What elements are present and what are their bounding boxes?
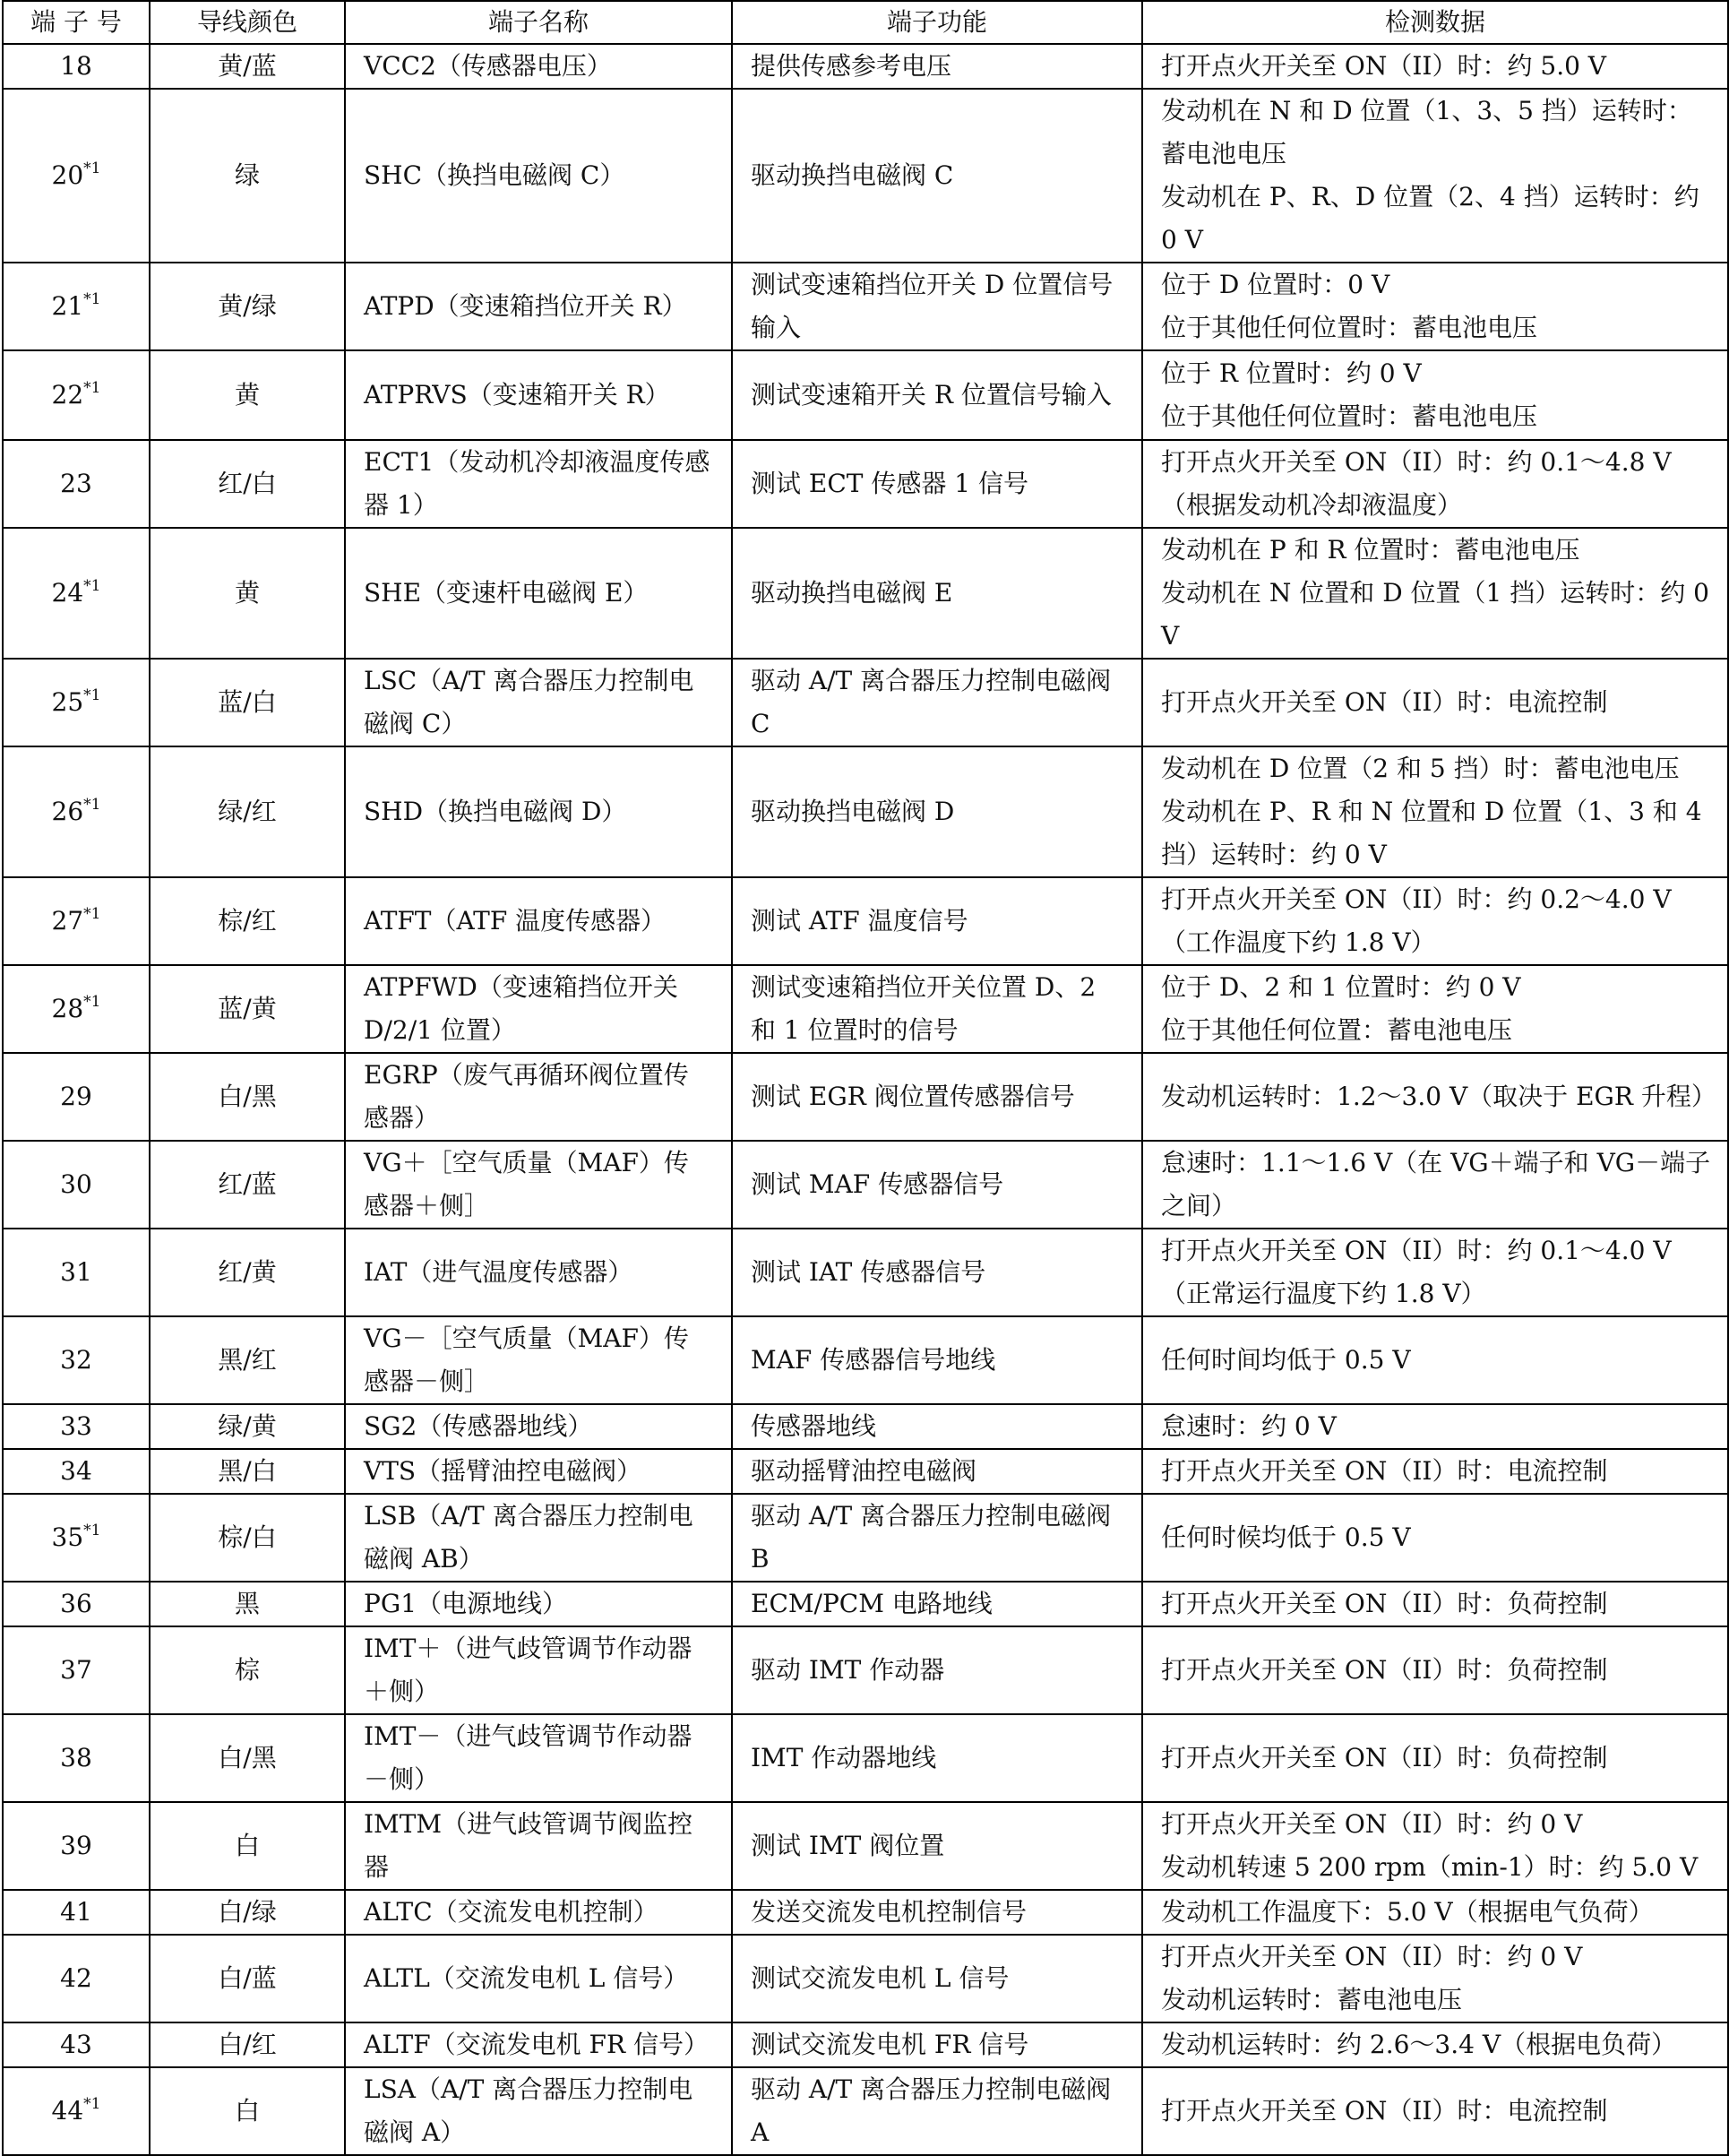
wire-color: 白/黑 bbox=[150, 1714, 345, 1802]
table-row bbox=[3, 89, 1728, 263]
wire-color: 绿/黄 bbox=[150, 1404, 345, 1449]
header-test-data: 检测数据 bbox=[1142, 1, 1728, 44]
footnote-mark: *1 bbox=[83, 290, 101, 308]
wire-color: 棕/白 bbox=[150, 1494, 345, 1582]
terminal-number bbox=[3, 877, 150, 965]
terminal-name: SHC（换挡电磁阀 C） bbox=[345, 89, 732, 263]
terminal-number-text: 31 bbox=[60, 1257, 92, 1287]
terminal-number bbox=[3, 350, 150, 440]
terminal-number bbox=[3, 965, 150, 1053]
terminal-function: 驱动换挡电磁阀 C bbox=[732, 89, 1142, 263]
test-data: 打开点火开关至 ON（II）时：约 0.1～4.8 V （根据发动机冷却液温度） bbox=[1142, 440, 1728, 528]
table-row bbox=[3, 746, 1728, 877]
terminal-function: 驱动 A/T 离合器压力控制电磁阀 A bbox=[732, 2067, 1142, 2155]
terminal-number-text: 41 bbox=[60, 1897, 92, 1927]
terminal-function: 驱动 A/T 离合器压力控制电磁阀 B bbox=[732, 1494, 1142, 1582]
wire-color: 黄/蓝 bbox=[150, 44, 345, 89]
table-row bbox=[3, 1890, 1728, 1935]
terminal-number-text: 35 bbox=[51, 1522, 84, 1552]
table-row bbox=[3, 965, 1728, 1053]
wire-color: 黄 bbox=[150, 528, 345, 659]
terminal-function: 提供传感参考电压 bbox=[732, 44, 1142, 89]
table-row bbox=[3, 1229, 1728, 1316]
footnote-mark: *1 bbox=[83, 686, 101, 704]
footnote-mark: *1 bbox=[83, 796, 101, 814]
test-data: 打开点火开关至 ON（II）时：电流控制 bbox=[1142, 659, 1728, 746]
terminal-name: SHE（变速杆电磁阀 E） bbox=[345, 528, 732, 659]
header-terminal-name: 端子名称 bbox=[345, 1, 732, 44]
test-data: 位于 R 位置时：约 0 V 位于其他任何位置时：蓄电池电压 bbox=[1142, 350, 1728, 440]
wire-color: 绿/红 bbox=[150, 746, 345, 877]
table-row bbox=[3, 1316, 1728, 1404]
terminal-number bbox=[3, 528, 150, 659]
table-row bbox=[3, 1626, 1728, 1714]
footnote-mark: *1 bbox=[83, 577, 101, 595]
terminal-number bbox=[3, 1626, 150, 1714]
header-row bbox=[3, 1, 1728, 44]
terminal-number-text: 22 bbox=[51, 380, 84, 410]
terminal-number-text: 21 bbox=[51, 291, 84, 321]
test-data: 发动机工作温度下：5.0 V（根据电气负荷） bbox=[1142, 1890, 1728, 1935]
terminal-table bbox=[2, 0, 1729, 2156]
wire-color: 蓝/白 bbox=[150, 659, 345, 746]
table-row bbox=[3, 1494, 1728, 1582]
wire-color: 白/黑 bbox=[150, 1053, 345, 1141]
footnote-mark: *1 bbox=[83, 2095, 101, 2113]
terminal-number bbox=[3, 659, 150, 746]
terminal-name: IMTM（进气歧管调节阀监控器 bbox=[345, 1802, 732, 1890]
terminal-number-text: 30 bbox=[60, 1169, 92, 1199]
terminal-name: ATPD（变速箱挡位开关 R） bbox=[345, 263, 732, 350]
wire-color: 蓝/黄 bbox=[150, 965, 345, 1053]
terminal-function: 测试变速箱挡位开关位置 D、2 和 1 位置时的信号 bbox=[732, 965, 1142, 1053]
test-data: 打开点火开关至 ON（II）时：约 5.0 V bbox=[1142, 44, 1728, 89]
terminal-name: VG－［空气质量（MAF）传感器－侧］ bbox=[345, 1316, 732, 1404]
terminal-function: ECM/PCM 电路地线 bbox=[732, 1582, 1142, 1626]
terminal-name: VTS（摇臂油控电磁阀） bbox=[345, 1449, 732, 1494]
terminal-number bbox=[3, 1890, 150, 1935]
terminal-number-text: 25 bbox=[51, 687, 84, 717]
terminal-number bbox=[3, 1316, 150, 1404]
terminal-name: ATPRVS（变速箱开关 R） bbox=[345, 350, 732, 440]
table-row bbox=[3, 2067, 1728, 2155]
wire-color: 黑/白 bbox=[150, 1449, 345, 1494]
terminal-name: ECT1（发动机冷却液温度传感器 1） bbox=[345, 440, 732, 528]
terminal-number-text: 18 bbox=[60, 51, 92, 81]
test-data: 打开点火开关至 ON（II）时：电流控制 bbox=[1142, 1449, 1728, 1494]
wire-color: 红/蓝 bbox=[150, 1141, 345, 1229]
terminal-name: VCC2（传感器电压） bbox=[345, 44, 732, 89]
terminal-number bbox=[3, 1714, 150, 1802]
wire-color: 棕 bbox=[150, 1626, 345, 1714]
terminal-name: EGRP（废气再循环阀位置传感器） bbox=[345, 1053, 732, 1141]
terminal-function: MAF 传感器信号地线 bbox=[732, 1316, 1142, 1404]
table-row bbox=[3, 877, 1728, 965]
wire-color: 白 bbox=[150, 1802, 345, 1890]
wire-color: 棕/红 bbox=[150, 877, 345, 965]
terminal-number bbox=[3, 1582, 150, 1626]
test-data: 任何时候均低于 0.5 V bbox=[1142, 1494, 1728, 1582]
test-data: 发动机运转时：1.2～3.0 V（取决于 EGR 升程） bbox=[1142, 1053, 1728, 1141]
test-data: 怠速时：1.1～1.6 V（在 VG＋端子和 VG－端子之间） bbox=[1142, 1141, 1728, 1229]
terminal-name: SHD（换挡电磁阀 D） bbox=[345, 746, 732, 877]
test-data: 发动机在 D 位置（2 和 5 挡）时：蓄电池电压 发动机在 P、R 和 N 位置和 D 位置（1、3 和 4 挡）运转时：约 0 V bbox=[1142, 746, 1728, 877]
terminal-number bbox=[3, 1229, 150, 1316]
test-data: 发动机在 N 和 D 位置（1、3、5 挡）运转时：蓄电池电压 发动机在 P、R、D 位置（2、4 挡）运转时：约 0 V bbox=[1142, 89, 1728, 263]
terminal-function: 测试交流发电机 L 信号 bbox=[732, 1935, 1142, 2022]
table-row bbox=[3, 263, 1728, 350]
terminal-function: 测试变速箱开关 R 位置信号输入 bbox=[732, 350, 1142, 440]
terminal-name: ATPFWD（变速箱挡位开关 D/2/1 位置） bbox=[345, 965, 732, 1053]
table-row bbox=[3, 44, 1728, 89]
terminal-number-text: 29 bbox=[60, 1082, 92, 1111]
footnote-mark: *1 bbox=[83, 160, 101, 177]
test-data: 位于 D 位置时：0 V 位于其他任何位置时：蓄电池电压 bbox=[1142, 263, 1728, 350]
terminal-number bbox=[3, 1404, 150, 1449]
test-data: 打开点火开关至 ON（II）时：约 0.1～4.0 V （正常运行温度下约 1.8 V） bbox=[1142, 1229, 1728, 1316]
terminal-number-text: 24 bbox=[51, 578, 84, 608]
test-data: 发动机在 P 和 R 位置时：蓄电池电压 发动机在 N 位置和 D 位置（1 挡）运转时：约 0 V bbox=[1142, 528, 1728, 659]
terminal-function: 传感器地线 bbox=[732, 1404, 1142, 1449]
terminal-function: 测试 IMT 阀位置 bbox=[732, 1802, 1142, 1890]
terminal-name: IMT－（进气歧管调节作动器－侧） bbox=[345, 1714, 732, 1802]
terminal-number bbox=[3, 1802, 150, 1890]
terminal-number bbox=[3, 746, 150, 877]
table-row bbox=[3, 1141, 1728, 1229]
terminal-number-text: 42 bbox=[60, 1963, 92, 1993]
terminal-function: 测试 IAT 传感器信号 bbox=[732, 1229, 1142, 1316]
wire-color: 绿 bbox=[150, 89, 345, 263]
test-data: 打开点火开关至 ON（II）时：约 0.2～4.0 V （工作温度下约 1.8 V） bbox=[1142, 877, 1728, 965]
terminal-name: SG2（传感器地线） bbox=[345, 1404, 732, 1449]
wire-color: 白/绿 bbox=[150, 1890, 345, 1935]
test-data: 发动机运转时：约 2.6～3.4 V（根据电负荷） bbox=[1142, 2022, 1728, 2067]
terminal-number-text: 36 bbox=[60, 1589, 92, 1618]
terminal-number-text: 33 bbox=[60, 1411, 92, 1441]
terminal-number-text: 23 bbox=[60, 469, 92, 498]
terminal-function: 发送交流发电机控制信号 bbox=[732, 1890, 1142, 1935]
terminal-function: 测试 EGR 阀位置传感器信号 bbox=[732, 1053, 1142, 1141]
test-data: 打开点火开关至 ON（II）时：负荷控制 bbox=[1142, 1714, 1728, 1802]
terminal-name: ATFT（ATF 温度传感器） bbox=[345, 877, 732, 965]
terminal-function: 驱动换挡电磁阀 D bbox=[732, 746, 1142, 877]
terminal-function: 驱动 IMT 作动器 bbox=[732, 1626, 1142, 1714]
wire-color: 白/蓝 bbox=[150, 1935, 345, 2022]
terminal-number-text: 28 bbox=[51, 994, 84, 1023]
test-data: 打开点火开关至 ON（II）时：电流控制 bbox=[1142, 2067, 1728, 2155]
terminal-number bbox=[3, 440, 150, 528]
wire-color: 黄 bbox=[150, 350, 345, 440]
test-data: 怠速时：约 0 V bbox=[1142, 1404, 1728, 1449]
terminal-number bbox=[3, 44, 150, 89]
wire-color: 黑 bbox=[150, 1582, 345, 1626]
table-row bbox=[3, 528, 1728, 659]
terminal-name: LSC（A/T 离合器压力控制电磁阀 C） bbox=[345, 659, 732, 746]
terminal-name: IAT（进气温度传感器） bbox=[345, 1229, 732, 1316]
wire-color: 白 bbox=[150, 2067, 345, 2155]
table-row bbox=[3, 1935, 1728, 2022]
terminal-name: IMT＋（进气歧管调节作动器＋侧） bbox=[345, 1626, 732, 1714]
footnote-mark: *1 bbox=[83, 993, 101, 1011]
test-data: 位于 D、2 和 1 位置时：约 0 V 位于其他任何位置：蓄电池电压 bbox=[1142, 965, 1728, 1053]
test-data: 打开点火开关至 ON（II）时：负荷控制 bbox=[1142, 1582, 1728, 1626]
terminal-name: ALTC（交流发电机控制） bbox=[345, 1890, 732, 1935]
terminal-number-text: 27 bbox=[51, 906, 84, 936]
footnote-mark: *1 bbox=[83, 1522, 101, 1539]
header-terminal-function: 端子功能 bbox=[732, 1, 1142, 44]
terminal-number-text: 38 bbox=[60, 1743, 92, 1772]
wire-color: 黄/绿 bbox=[150, 263, 345, 350]
terminal-number bbox=[3, 1141, 150, 1229]
terminal-number-text: 39 bbox=[60, 1831, 92, 1860]
terminal-function: 测试 MAF 传感器信号 bbox=[732, 1141, 1142, 1229]
table-row bbox=[3, 1582, 1728, 1626]
footnote-mark: *1 bbox=[83, 379, 101, 397]
terminal-number-text: 37 bbox=[60, 1655, 92, 1685]
wire-color: 白/红 bbox=[150, 2022, 345, 2067]
table-row bbox=[3, 1449, 1728, 1494]
terminal-number bbox=[3, 1449, 150, 1494]
terminal-function: 驱动 A/T 离合器压力控制电磁阀 C bbox=[732, 659, 1142, 746]
test-data: 打开点火开关至 ON（II）时：约 0 V 发动机运转时：蓄电池电压 bbox=[1142, 1935, 1728, 2022]
terminal-number-text: 26 bbox=[51, 797, 84, 826]
footnote-mark: *1 bbox=[83, 905, 101, 923]
table-row bbox=[3, 1802, 1728, 1890]
test-data: 打开点火开关至 ON（II）时：负荷控制 bbox=[1142, 1626, 1728, 1714]
terminal-number-text: 32 bbox=[60, 1345, 92, 1375]
terminal-function: 测试交流发电机 FR 信号 bbox=[732, 2022, 1142, 2067]
terminal-name: PG1（电源地线） bbox=[345, 1582, 732, 1626]
table-row bbox=[3, 350, 1728, 440]
terminal-function: 测试 ECT 传感器 1 信号 bbox=[732, 440, 1142, 528]
terminal-function: 驱动换挡电磁阀 E bbox=[732, 528, 1142, 659]
terminal-number-text: 43 bbox=[60, 2030, 92, 2059]
wire-color: 红/白 bbox=[150, 440, 345, 528]
table-row bbox=[3, 440, 1728, 528]
terminal-number-text: 20 bbox=[51, 160, 84, 190]
test-data: 打开点火开关至 ON（II）时：约 0 V 发动机转速 5 200 rpm（min-1）时：约 5.0 V bbox=[1142, 1802, 1728, 1890]
terminal-function: 驱动摇臂油控电磁阀 bbox=[732, 1449, 1142, 1494]
table-row bbox=[3, 1714, 1728, 1802]
terminal-number bbox=[3, 1935, 150, 2022]
terminal-function: 测试 ATF 温度信号 bbox=[732, 877, 1142, 965]
table-row bbox=[3, 1053, 1728, 1141]
terminal-number bbox=[3, 2022, 150, 2067]
wire-color: 黑/红 bbox=[150, 1316, 345, 1404]
terminal-name: VG＋［空气质量（MAF）传感器＋侧］ bbox=[345, 1141, 732, 1229]
test-data: 任何时间均低于 0.5 V bbox=[1142, 1316, 1728, 1404]
table-row bbox=[3, 1404, 1728, 1449]
terminal-name: ALTF（交流发电机 FR 信号） bbox=[345, 2022, 732, 2067]
table-row bbox=[3, 2022, 1728, 2067]
terminal-name: ALTL（交流发电机 L 信号） bbox=[345, 1935, 732, 2022]
terminal-number bbox=[3, 263, 150, 350]
header-wire-color: 导线颜色 bbox=[150, 1, 345, 44]
header-terminal: 端 子 号 bbox=[3, 1, 150, 44]
terminal-name: LSB（A/T 离合器压力控制电磁阀 AB） bbox=[345, 1494, 732, 1582]
terminal-number-text: 34 bbox=[60, 1456, 92, 1486]
terminal-number bbox=[3, 89, 150, 263]
terminal-number bbox=[3, 1494, 150, 1582]
terminal-number bbox=[3, 2067, 150, 2155]
terminal-number-text: 44 bbox=[51, 2096, 84, 2126]
terminal-function: IMT 作动器地线 bbox=[732, 1714, 1142, 1802]
table-row bbox=[3, 659, 1728, 746]
wire-color: 红/黄 bbox=[150, 1229, 345, 1316]
terminal-function: 测试变速箱挡位开关 D 位置信号输入 bbox=[732, 263, 1142, 350]
terminal-name: LSA（A/T 离合器压力控制电磁阀 A） bbox=[345, 2067, 732, 2155]
terminal-number bbox=[3, 1053, 150, 1141]
